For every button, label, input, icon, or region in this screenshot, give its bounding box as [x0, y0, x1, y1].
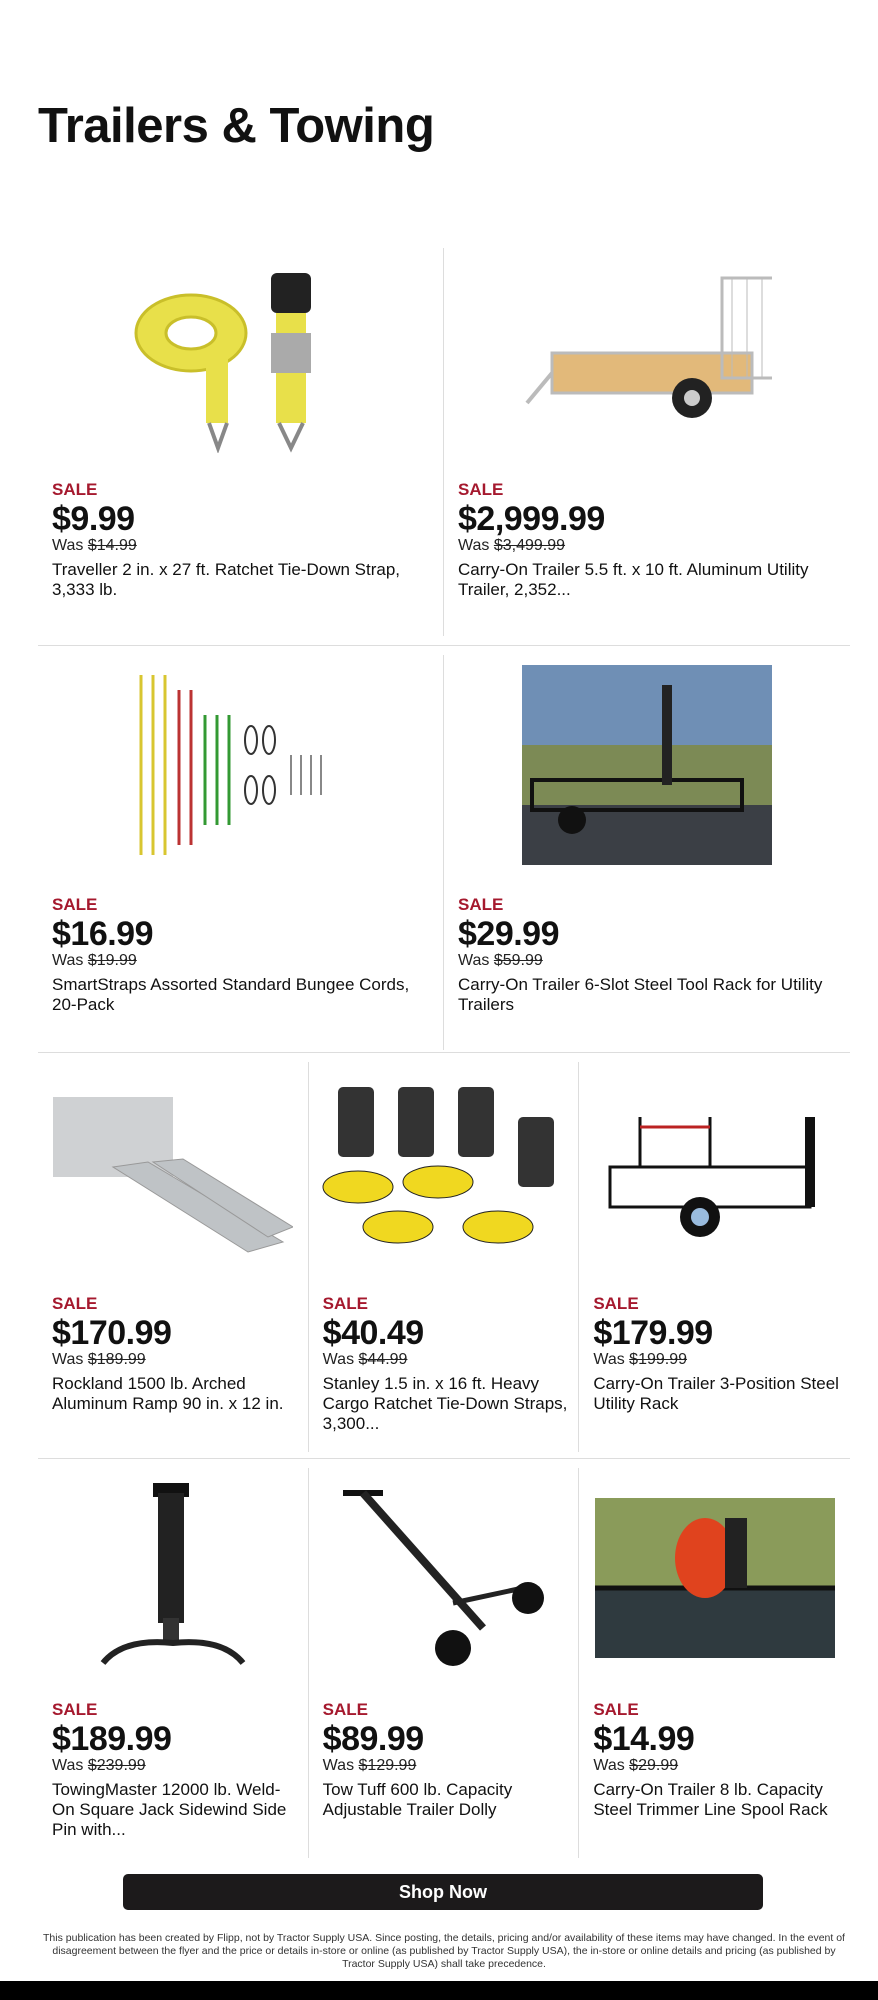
product-card[interactable] — [38, 1468, 309, 1858]
sale-price: $189.99 — [52, 1720, 172, 1758]
was-price — [52, 1351, 298, 1369]
product-name[interactable]: Carry-On Trailer 6-Slot Steel Tool Rack for Utility Trailers — [458, 975, 823, 1014]
was-label: Was — [52, 1757, 84, 1774]
product-row — [38, 248, 850, 636]
was-label: Was — [52, 952, 84, 969]
original-price: $189.99 — [87, 1351, 146, 1368]
product-name[interactable]: Rockland 1500 lb. Arched Aluminum Ramp 90 in. x 12 in. — [52, 1374, 284, 1413]
original-price: $239.99 — [87, 1757, 146, 1774]
spool-rack-icon[interactable] — [590, 1478, 840, 1678]
sale-price: $170.99 — [52, 1314, 172, 1352]
sale-badge: SALE — [458, 480, 504, 499]
product-name[interactable]: Carry-On Trailer 3-Position Steel Utility Rack — [593, 1374, 839, 1413]
was-price — [52, 537, 433, 555]
product-name[interactable]: TowingMaster 12000 lb. Weld-On Square Jack Sidewind Side Pin with... — [52, 1780, 287, 1839]
product-name[interactable]: Carry-On Trailer 5.5 ft. x 10 ft. Aluminum Utility Trailer, 2,352... — [458, 560, 809, 599]
was-price — [593, 1757, 840, 1775]
was-price — [323, 1351, 569, 1369]
was-label: Was — [52, 1351, 84, 1368]
divider — [38, 645, 850, 646]
was-label: Was — [322, 1351, 355, 1368]
original-price: $14.99 — [87, 537, 137, 554]
was-label: Was — [52, 537, 84, 554]
product-card[interactable] — [38, 655, 444, 1050]
sale-price: $2,999.99 — [458, 500, 605, 538]
bungee-cords-icon[interactable] — [116, 665, 366, 865]
original-price: $3,499.99 — [493, 537, 566, 554]
original-price: $29.99 — [629, 1757, 679, 1774]
was-price — [52, 952, 433, 970]
ramp-icon[interactable] — [48, 1072, 298, 1272]
was-label: Was — [593, 1757, 625, 1774]
trailer-jack-icon[interactable] — [48, 1478, 298, 1678]
was-price — [458, 952, 840, 970]
product-card[interactable] — [309, 1468, 580, 1858]
product-card[interactable] — [444, 248, 850, 636]
product-name[interactable]: Tow Tuff 600 lb. Capacity Adjustable Trailer Dolly — [322, 1780, 513, 1819]
bottom-bar — [0, 1981, 878, 2000]
product-card[interactable] — [579, 1468, 850, 1858]
sale-price: $16.99 — [52, 915, 153, 953]
product-name[interactable]: SmartStraps Assorted Standard Bungee Cords, 20-Pack — [52, 975, 410, 1014]
sale-badge: SALE — [52, 895, 98, 914]
sale-badge: SALE — [52, 1294, 98, 1313]
page-title: Trailers & Towing — [38, 99, 435, 153]
sale-price: $9.99 — [52, 500, 135, 538]
product-card[interactable] — [38, 248, 444, 636]
product-name[interactable]: Traveller 2 in. x 27 ft. Ratchet Tie-Down Strap, 3,333 lb. — [52, 560, 401, 599]
was-label: Was — [593, 1351, 625, 1368]
was-price — [52, 1757, 298, 1775]
product-card[interactable] — [309, 1062, 580, 1452]
ratchet-straps-icon[interactable] — [318, 1072, 568, 1272]
original-price: $129.99 — [358, 1757, 417, 1774]
product-row — [38, 1062, 850, 1452]
ratchet-strap-icon[interactable] — [116, 258, 366, 458]
shop-now-button[interactable]: Shop Now — [123, 1874, 763, 1910]
tool-rack-icon[interactable] — [522, 665, 772, 865]
was-price — [323, 1757, 569, 1775]
sale-price: $29.99 — [458, 915, 559, 953]
sale-price: $179.99 — [593, 1314, 713, 1352]
sale-badge: SALE — [593, 1294, 639, 1313]
disclaimer: This publication has been created by Flipp, not by Tractor Supply USA. Since posting, the details, pricing and/or availability of these items may have changed. In the event of disagreement between the flyer and the price or details in-store or online (as published by Tractor Supply USA), the in-store or online details and pricing (as published by Tractor Supply USA) shall take precedence. — [43, 1932, 845, 1970]
product-name[interactable]: Stanley 1.5 in. x 16 ft. Heavy Cargo Ratchet Tie-Down Straps, 3,300... — [322, 1374, 568, 1433]
divider — [38, 1458, 850, 1459]
original-price: $19.99 — [87, 952, 137, 969]
sale-badge: SALE — [52, 1700, 98, 1719]
product-name[interactable]: Carry-On Trailer 8 lb. Capacity Steel Trimmer Line Spool Rack — [593, 1780, 828, 1819]
product-card[interactable] — [38, 1062, 309, 1452]
sale-price: $40.49 — [322, 1314, 424, 1352]
product-row — [38, 655, 850, 1050]
sale-badge: SALE — [322, 1294, 368, 1313]
was-label: Was — [458, 952, 490, 969]
was-label: Was — [458, 537, 490, 554]
sale-badge: SALE — [458, 895, 504, 914]
was-price — [593, 1351, 840, 1369]
original-price: $59.99 — [493, 952, 543, 969]
original-price: $44.99 — [358, 1351, 408, 1368]
product-row — [38, 1468, 850, 1858]
sale-price: $89.99 — [322, 1720, 424, 1758]
divider — [38, 1052, 850, 1053]
product-card[interactable] — [579, 1062, 850, 1452]
sale-badge: SALE — [52, 480, 98, 499]
was-price — [458, 537, 840, 555]
sale-price: $14.99 — [593, 1720, 695, 1758]
utility-trailer-icon[interactable] — [522, 258, 772, 458]
was-label: Was — [322, 1757, 355, 1774]
original-price: $199.99 — [629, 1351, 688, 1368]
sale-badge: SALE — [593, 1700, 639, 1719]
utility-rack-icon[interactable] — [590, 1072, 840, 1272]
trailer-dolly-icon[interactable] — [318, 1478, 568, 1678]
product-card[interactable] — [444, 655, 850, 1050]
sale-badge: SALE — [322, 1700, 368, 1719]
